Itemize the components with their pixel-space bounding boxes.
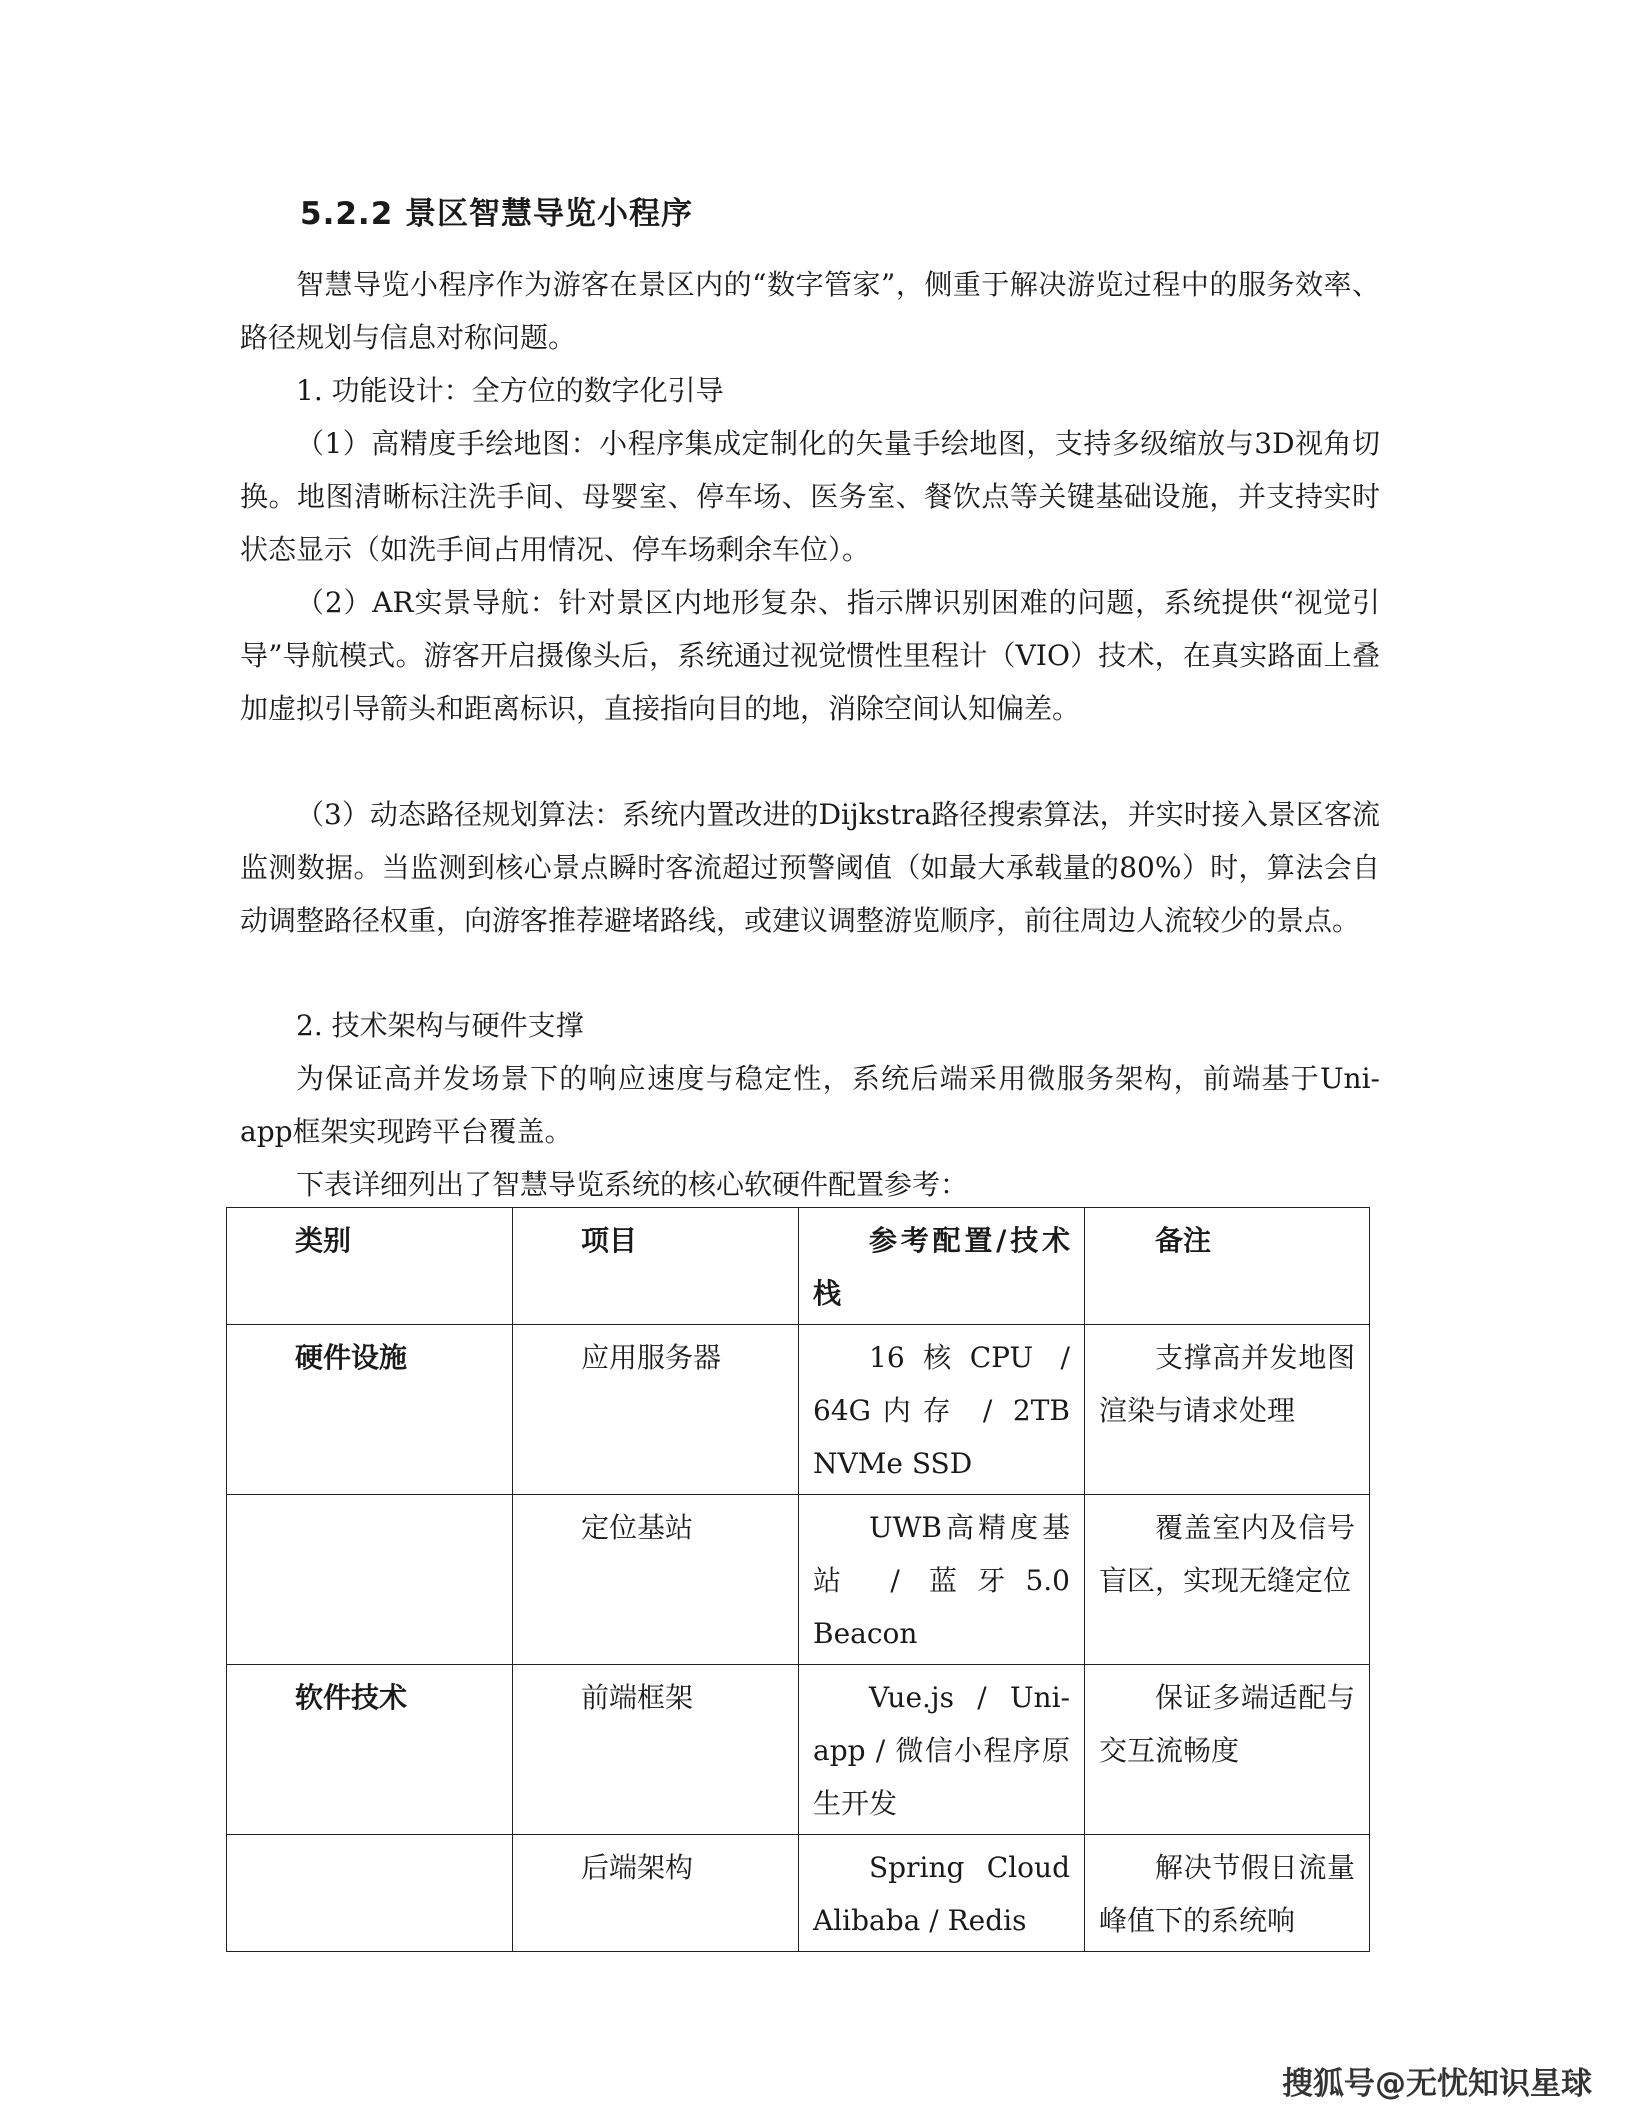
header-notes: 备注 <box>1085 1208 1370 1325</box>
table-header-row <box>227 1208 1370 1325</box>
header-item: 项目 <box>513 1208 799 1325</box>
cell-notes: 覆盖室内及信号盲区，实现无缝定位 <box>1085 1495 1370 1665</box>
cell-item: 定位基站 <box>513 1495 799 1665</box>
cell-notes: 保证多端适配与交互流畅度 <box>1085 1665 1370 1835</box>
cell-notes: 解决节假日流量峰值下的系统响 <box>1085 1835 1370 1952</box>
cell-category: 硬件设施 <box>227 1325 513 1495</box>
cell-config: UWB高精度基站 / 蓝牙5.0 Beacon <box>799 1495 1085 1665</box>
feature-item-2: （2）AR实景导航：针对景区内地形复杂、指示牌识别困难的问题，系统提供“视觉引导”导航模式。游客开启摄像头后，系统通过视觉惯性里程计（VIO）技术，在真实路面上叠加虚拟引导箭头和距离标识，直接指向目的地，消除空间认知偏差。 <box>240 586 1380 725</box>
feature-item-3: （3）动态路径规划算法：系统内置改进的Dijkstra路径搜索算法，并实时接入景区客流监测数据。当监测到核心景点瞬时客流超过预警阈值（如最大承载量的80%）时，算法会自动调整路径权重，向游客推荐避堵路线，或建议调整游览顺序，前往周边人流较少的景点。 <box>240 798 1380 937</box>
cell-category: 软件技术 <box>227 1665 513 1835</box>
table-row <box>227 1495 1370 1665</box>
cell-item: 后端架构 <box>513 1835 799 1952</box>
cell-config: Spring Cloud Alibaba / Redis <box>799 1835 1085 1952</box>
cell-config: Vue.js / Uni-app / 微信小程序原生开发 <box>799 1665 1085 1835</box>
tech-architecture-body: 为保证高并发场景下的响应速度与稳定性，系统后端采用微服务架构，前端基于Uni-app框架实现跨平台覆盖。 <box>240 1062 1380 1148</box>
function-design-title: 1. 功能设计：全方位的数字化引导 <box>296 374 724 407</box>
section-heading: 5.2.2 景区智慧导览小程序 <box>300 196 694 232</box>
table-row <box>227 1325 1370 1495</box>
config-table <box>226 1207 1370 1952</box>
table-row <box>227 1665 1370 1835</box>
header-category: 类别 <box>227 1208 513 1325</box>
table-intro: 下表详细列出了智慧导览系统的核心软硬件配置参考： <box>296 1168 969 1201</box>
cell-category <box>227 1835 513 1952</box>
header-config: 参考配置/技术栈 <box>799 1208 1085 1325</box>
cell-notes: 支撑高并发地图渲染与请求处理 <box>1085 1325 1370 1495</box>
cell-category <box>227 1495 513 1665</box>
cell-item: 前端框架 <box>513 1665 799 1835</box>
watermark-text: 搜狐号@无忧知识星球 <box>1282 2066 1592 2102</box>
cell-config: 16核CPU / 64G内存 / 2TB NVMe SSD <box>799 1325 1085 1495</box>
feature-item-1: （1）高精度手绘地图：小程序集成定制化的矢量手绘地图，支持多级缩放与3D视角切换。地图清晰标注洗手间、母婴室、停车场、医务室、餐饮点等关键基础设施，并支持实时状态显示（如洗手间占用情况、停车场剩余车位）。 <box>240 427 1380 566</box>
tech-architecture-title: 2. 技术架构与硬件支撑 <box>296 1009 584 1042</box>
cell-item: 应用服务器 <box>513 1325 799 1495</box>
table-row <box>227 1835 1370 1952</box>
intro-paragraph: 智慧导览小程序作为游客在景区内的“数字管家”，侧重于解决游览过程中的服务效率、路径规划与信息对称问题。 <box>240 268 1380 354</box>
